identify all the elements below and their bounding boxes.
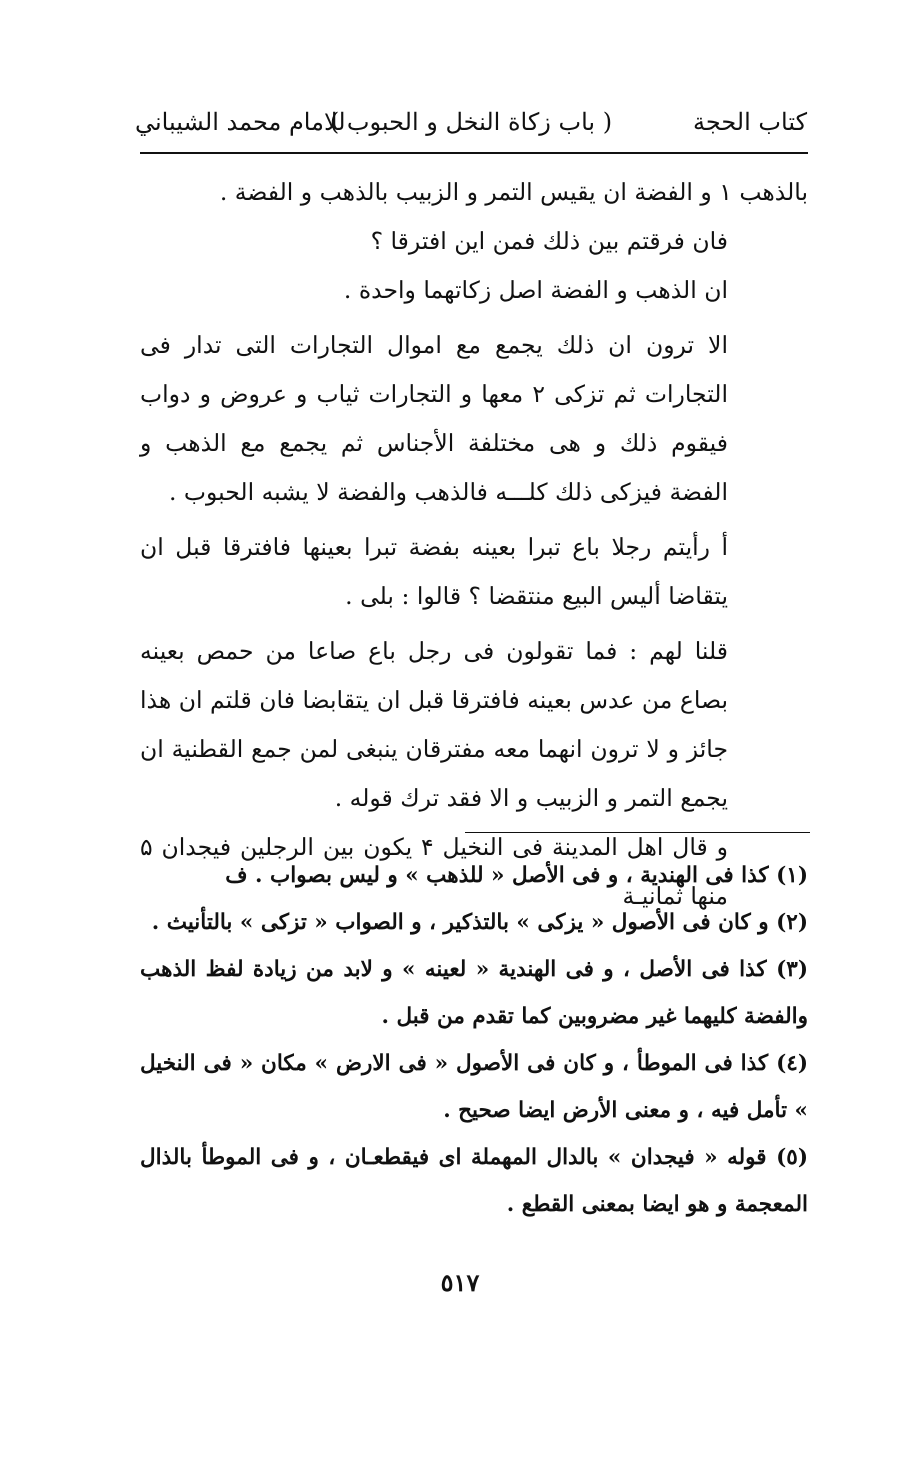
header-chapter-title: ( باب زكاة النخل و الحبوب ) [329,108,613,136]
header-author: للامام محمد الشيباني [135,108,346,136]
paragraph: أ رأيتم رجلا باع تبرا بعينه بفضة تبرا بعينها فافترقا قبل ان يتقاضا أليس البيع منتقضا ؟ قالوا : بلى . [140,533,728,610]
paragraph: و قال اهل المدينة فى النخيل ۴ يكون بين الرجلين فيجدان ۵ منها ثمانيـة [140,833,728,910]
footnote: (٥) قوله « فيجدان » بالدال المهملة اى فيقطعـان ، و فى الموطأ بالذال المعجمة و هو ايضا بمعنى القطع . [140,1145,808,1217]
header-rule [140,152,808,154]
header-book-title: كتاب الحجة [692,108,807,136]
footnote: (٤) كذا فى الموطأ ، و كان فى الأصول « فى الارض » مكان « فى النخيل » تأمل فيه ، و معنى الأرض ايضا صحيح . [140,1051,808,1123]
footnote: (۲) و كان فى الأصول « يزكى » بالتذكير ، و الصواب « تزكى » بالتأنيث . [151,910,808,935]
paragraph: الا ترون ان ذلك يجمع مع اموال التجارات التى تدار فى التجارات ثم تزكى ۲ معها و التجارات ثياب و عروض و دواب فيقوم ذلك و هى مختلفة الأجناس ثم يجمع مع الذهب و الفضة فيزكى ذلك كلـــه فالذهب والفضة لا يشبه الحبوب . [140,331,728,506]
footnote-rule [465,832,810,833]
footnote: (۳) كذا فى الأصل ، و فى الهندية « لعينه » و لابد من زيادة لفظ الذهب والفضة كليهما غير مضروبين كما تقدم من قبل . [140,957,808,1029]
main-text [140,168,808,921]
paragraph: فان فرقتم بين ذلك فمن اين افترقا ؟ [370,227,728,255]
page-number: ٥١٧ [440,1268,480,1297]
footnote: (۱) كذا فى الهندية ، و فى الأصل « للذهب » و ليس بصواب . ف [225,863,808,888]
paragraph: قلنا لهم : فما تقولون فى رجل باع صاعا من حمص بعينه بصاع من عدس بعينه فافترقا قبل ان يتقابضا فان قلتم ان هذا جائز و لا ترون انهما معه مفترقان ينبغى لمن جمع القطنية ان يجمع التمر و الزبيب و الا فقد ترك قوله . [140,637,728,812]
running-header [135,108,807,148]
paragraph: بالذهب ۱ و الفضة ان يقيس التمر و الزبيب بالذهب و الفضة . [219,178,808,206]
paragraph: ان الذهب و الفضة اصل زكاتهما واحدة . [343,276,728,304]
footnotes [140,852,808,1228]
